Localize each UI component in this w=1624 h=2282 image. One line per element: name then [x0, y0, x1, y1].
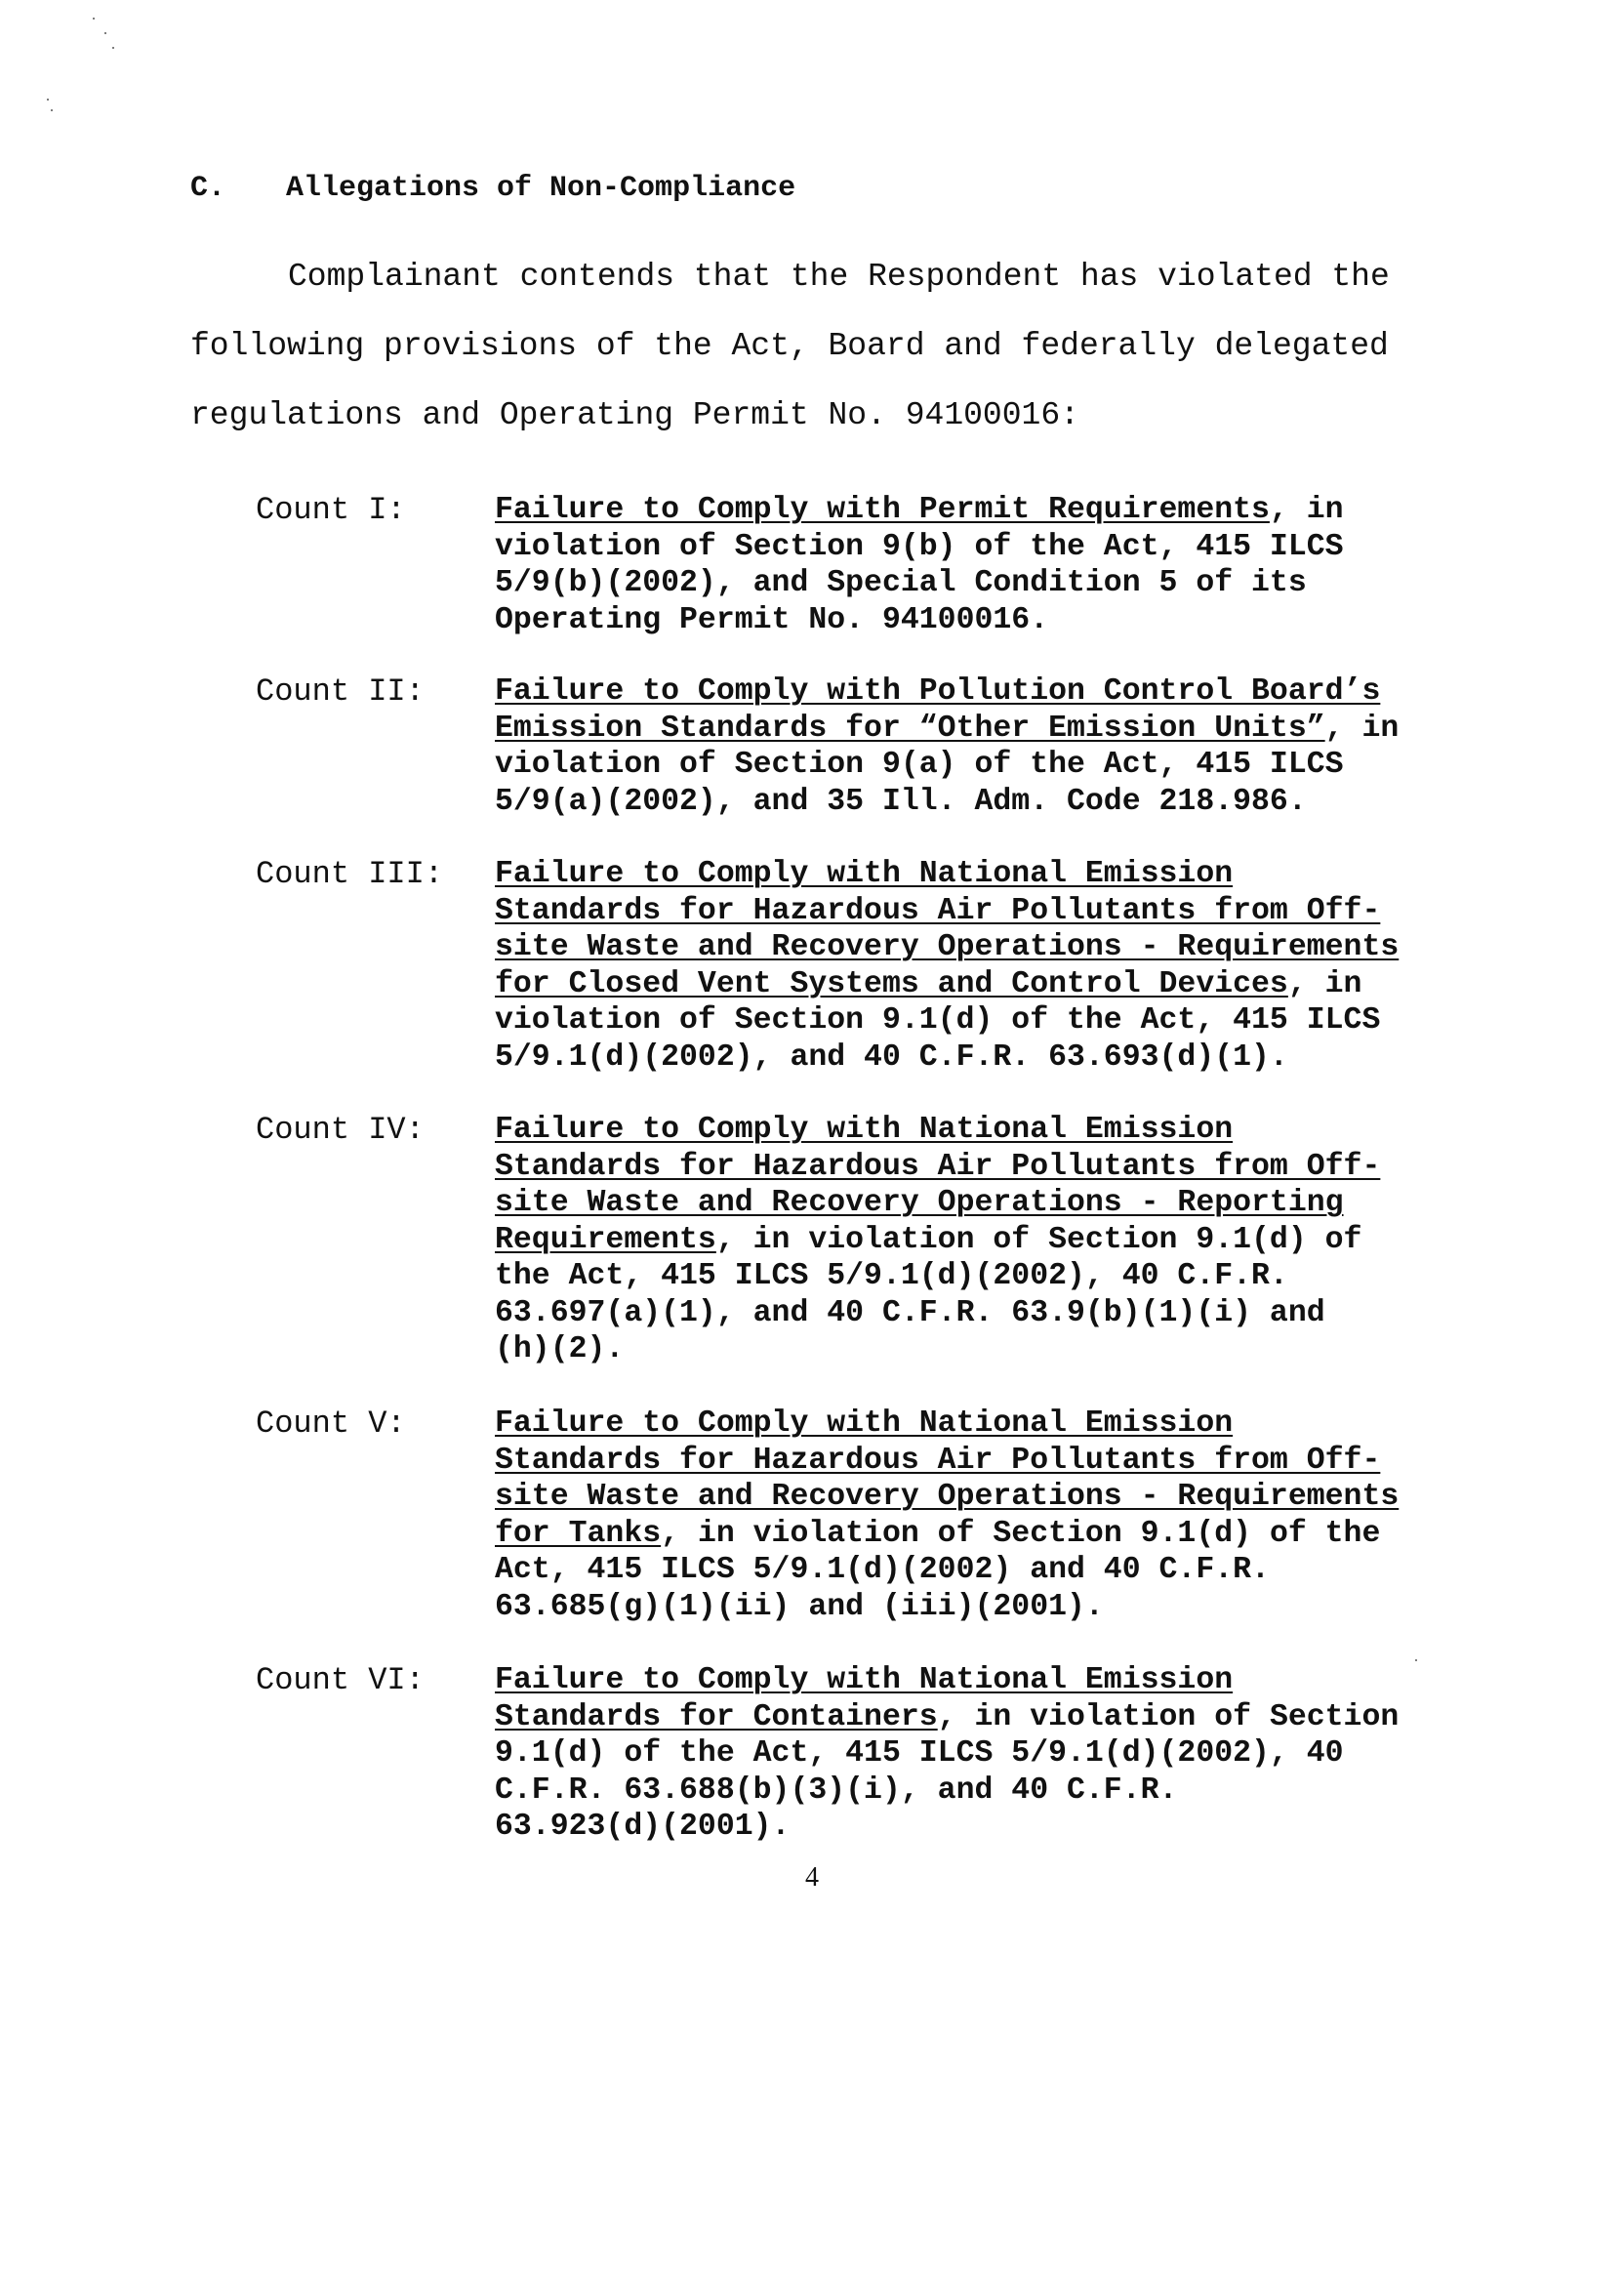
count-heading-text: Failure to Comply with Pollution Control Board’s — [495, 674, 1381, 709]
count-line — [495, 492, 1471, 529]
count-line — [495, 1479, 1471, 1516]
count-line — [495, 1662, 1471, 1699]
count-line — [495, 929, 1471, 966]
count-line — [495, 1258, 1471, 1295]
count-line — [495, 711, 1471, 748]
count-heading-text: site Waste and Recovery Operations - Requirements — [495, 930, 1400, 964]
count-heading-text: Failure to Comply with National Emission — [495, 1406, 1234, 1441]
count-text: 5/9(a)(2002), and 35 Ill. Adm. Code 218.986. — [495, 784, 1307, 819]
count-text: Act, 415 ILCS 5/9.1(d)(2002) and 40 C.F.R. — [495, 1553, 1270, 1587]
count-text: Operating Permit No. 94100016. — [495, 602, 1049, 637]
count-text: , in violation of Section 9.1(d) of the — [661, 1516, 1381, 1551]
count-line — [495, 1773, 1471, 1810]
scan-speck — [112, 47, 114, 49]
count-line — [495, 747, 1471, 784]
count-body — [495, 856, 1471, 1076]
count-text: 9.1(d) of the Act, 415 ILCS 5/9.1(d)(2002), 40 — [495, 1736, 1344, 1771]
count-heading-text: site Waste and Recovery Operations - Reporting — [495, 1186, 1344, 1220]
section-letter: C. — [190, 172, 226, 205]
intro-paragraph — [190, 242, 1420, 450]
page-number: 4 — [805, 1862, 819, 1893]
count-body — [495, 492, 1471, 638]
count-text: , in — [1287, 966, 1362, 1001]
count-heading-text: Failure to Comply with National Emission — [495, 857, 1234, 891]
count-text: violation of Section 9(b) of the Act, 415 ILCS — [495, 529, 1344, 564]
count-body — [495, 1112, 1471, 1368]
count-heading-text: Standards for Hazardous Air Pollutants from Off- — [495, 893, 1381, 928]
count-line — [495, 529, 1471, 566]
count-label: Count II: — [256, 673, 425, 710]
count-line — [495, 1735, 1471, 1773]
section-title: Allegations of Non-Compliance — [286, 172, 796, 205]
count-heading-text: Standards for Containers — [495, 1699, 938, 1734]
scan-speck — [93, 18, 95, 20]
count-body — [495, 1662, 1471, 1846]
count-label: Count I: — [256, 492, 406, 528]
count-text: , in violation of Section — [937, 1699, 1400, 1734]
count-line — [495, 1112, 1471, 1149]
count-line — [495, 1699, 1471, 1736]
count-text: violation of Section 9(a) of the Act, 415 ILCS — [495, 748, 1344, 782]
count-line — [495, 893, 1471, 930]
count-line — [495, 966, 1471, 1003]
count-text: C.F.R. 63.688(b)(3)(i), and 40 C.F.R. — [495, 1773, 1178, 1808]
count-label: Count VI: — [256, 1662, 425, 1698]
count-line — [495, 602, 1471, 639]
count-line — [495, 1809, 1471, 1846]
intro-line: regulations and Operating Permit No. 94100016: — [190, 397, 1079, 433]
count-heading-text: Emission Standards for “Other Emission Units” — [495, 711, 1325, 746]
count-label: Count IV: — [256, 1112, 425, 1148]
count-text: , in — [1324, 711, 1400, 746]
scan-speck — [51, 109, 53, 111]
count-text: 63.697(a)(1), and 40 C.F.R. 63.9(b)(1)(i) and — [495, 1295, 1325, 1330]
count-label: Count III: — [256, 856, 444, 892]
count-heading-text: Failure to Comply with National Emission — [495, 1113, 1234, 1147]
count-heading-text: Failure to Comply with Permit Requirements — [495, 493, 1270, 527]
count-heading-text: site Waste and Recovery Operations - Requirements — [495, 1480, 1400, 1514]
count-text: , in — [1269, 493, 1344, 527]
count-text: 63.923(d)(2001). — [495, 1810, 791, 1844]
count-heading-text: Standards for Hazardous Air Pollutants from Off- — [495, 1443, 1381, 1478]
count-line — [495, 1222, 1471, 1259]
section-heading — [190, 172, 795, 205]
count-body — [495, 1406, 1471, 1625]
scan-speck — [104, 32, 106, 34]
count-line — [495, 1443, 1471, 1480]
count-line — [495, 1185, 1471, 1222]
count-line — [495, 1331, 1471, 1368]
count-line — [495, 1295, 1471, 1332]
count-line — [495, 1516, 1471, 1553]
count-text: 63.685(g)(1)(ii) and (iii)(2001). — [495, 1589, 1104, 1624]
count-line — [495, 673, 1471, 711]
count-heading-text: for Closed Vent Systems and Control Devices — [495, 966, 1288, 1001]
count-label: Count V: — [256, 1406, 406, 1442]
count-text: 5/9(b)(2002), and Special Condition 5 of its — [495, 566, 1307, 600]
count-line — [495, 856, 1471, 893]
count-text: 5/9.1(d)(2002), and 40 C.F.R. 63.693(d)(1). — [495, 1039, 1288, 1075]
count-line — [495, 565, 1471, 602]
count-text: (h)(2). — [495, 1332, 625, 1366]
count-heading-text: for Tanks — [495, 1516, 662, 1551]
count-line — [495, 1552, 1471, 1589]
count-line — [495, 1039, 1471, 1077]
scan-speck — [1415, 1659, 1417, 1661]
intro-line: Complainant contends that the Respondent has violated the — [288, 259, 1390, 295]
count-text: violation of Section 9.1(d) of the Act, 415 ILCS — [495, 1003, 1381, 1038]
count-text: , in violation of Section 9.1(d) of — [715, 1222, 1362, 1257]
count-heading-text: Failure to Comply with National Emission — [495, 1663, 1234, 1697]
count-line — [495, 1589, 1471, 1626]
count-body — [495, 673, 1471, 820]
count-text: the Act, 415 ILCS 5/9.1(d)(2002), 40 C.F.R. — [495, 1259, 1288, 1293]
scan-speck — [47, 99, 49, 101]
count-heading-text: Standards for Hazardous Air Pollutants from Off- — [495, 1149, 1381, 1184]
intro-line: following provisions of the Act, Board and federally delegated — [190, 328, 1389, 364]
count-heading-text: Requirements — [495, 1222, 716, 1257]
count-line — [495, 1406, 1471, 1443]
count-line — [495, 784, 1471, 821]
count-line — [495, 1149, 1471, 1186]
count-line — [495, 1002, 1471, 1039]
